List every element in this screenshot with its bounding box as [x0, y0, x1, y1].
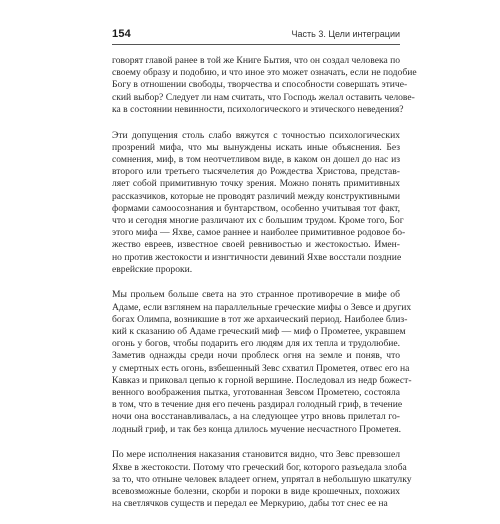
text-line: лодный гриф, и так без конца длилось мучение несчастного Прометея.	[112, 423, 402, 435]
text-line: Богу в отношении свободы, творчества и способности совершать этиче-	[112, 79, 408, 91]
text-line: еврейские пророки.	[112, 263, 193, 275]
page-header	[112, 28, 400, 42]
paragraph	[112, 129, 406, 276]
text-line: ляет собой примитивную точку зрения. Можно понять примитивных	[112, 178, 400, 190]
text-line: ночи она восстанавливалась, а на следующее утро вновь прилетал го-	[112, 411, 400, 423]
text-line: ка в состоянии невинности, психологического и этического неведения?	[112, 103, 404, 115]
text-line: венного воображения пытка, уготованная Зевсом Прометею, состояла	[112, 387, 400, 399]
text-line: Яхве в жестокости. Потому что греческий бог, которого разъедала злоба	[112, 461, 407, 473]
text-line: говорят главой ранее в той же Книге Бытия, что он создал человека по	[112, 55, 401, 66]
page-number: 154	[112, 28, 131, 40]
paragraph	[112, 289, 412, 435]
text-line: своему образу и подобию, и что иное это может означать, если не подобие	[112, 67, 417, 79]
header-rule	[112, 44, 400, 45]
body-text	[112, 55, 417, 524]
text-line: что и сегодня многие различают их с большим трудом. Кроме того, Бог	[112, 214, 404, 226]
text-line: этого мифа — Яхве, самое раннее и наиболее примитивное родовое бо-	[112, 227, 406, 239]
text-line: По мере исполнения наказания становится видно, что Зевс превзошел	[112, 449, 400, 461]
paragraph	[112, 55, 417, 116]
text-line: жество евреев, известное своей ревнивостью и жестокостью. Имен-	[112, 239, 400, 251]
text-line: но против жестокости и изнгтичности девиний Яхве восстали поздние	[112, 251, 402, 263]
text-line: Адаме, если взглянем на параллельные греческие мифы о Зевсе и других	[112, 301, 412, 313]
text-line: второго или третьего тысячелетия до Рождества Христова, представ-	[112, 166, 400, 178]
text-line: кий к сказанию об Адаме греческий миф — миф о Прометее, укравшем	[112, 326, 406, 338]
text-line: богах Олимпа, возникшие в тот же архаический период. Наиболее близ-	[112, 313, 408, 325]
paragraph	[112, 449, 412, 510]
text-line: на светлячков существ и передал ее Меркурию, дабы тот снес ее на	[112, 498, 388, 510]
text-line: Мы прольем больше света на это странное противоречие в мифе об	[112, 289, 400, 301]
running-title: Часть 3. Цели интеграции	[291, 29, 400, 39]
text-line: Заметив однажды среди ночи проблеск огня на земле и поняв, что	[112, 350, 400, 362]
text-line: рассказчиков, которые не проводят различий между конструктивными	[112, 190, 400, 202]
text-line: у смертных есть огонь, взбешенный Зевс схватил Прометея, отвес его на	[112, 362, 410, 374]
text-line: в том, что в течение дня его печень раздирал голодный гриф, в течение	[112, 399, 403, 411]
text-line: огонь у богов, чтобы подарить его людям для их тепла и трудолюбие.	[112, 338, 400, 350]
text-line: всевозможные болезни, скорби и пороки в виде крошечных, похожих	[112, 486, 400, 497]
text-line: формами самоосознания и бунтарством, особенно учитывая тот факт,	[112, 202, 400, 214]
text-line: ский выбор? Следует ли нам считать, что Господь желал оставить челове-	[112, 91, 415, 103]
text-line: сомнения, миф, в том неотчетливом виде, в каком он дошел до нас из	[112, 153, 400, 165]
text-line: за то, что отныне человек владеет огнем, упрятал в небольшую шкатулку	[112, 473, 412, 485]
text-line: Эти допущения столь слабо вяжутся с точностью психологических	[112, 129, 400, 141]
text-line: прозрений мифа, что мы вынуждены искать иные объяснения. Без	[112, 141, 400, 153]
text-line: Кавказ и приковал цепью к горной вершине. Последовал из недр божест-	[112, 374, 412, 386]
